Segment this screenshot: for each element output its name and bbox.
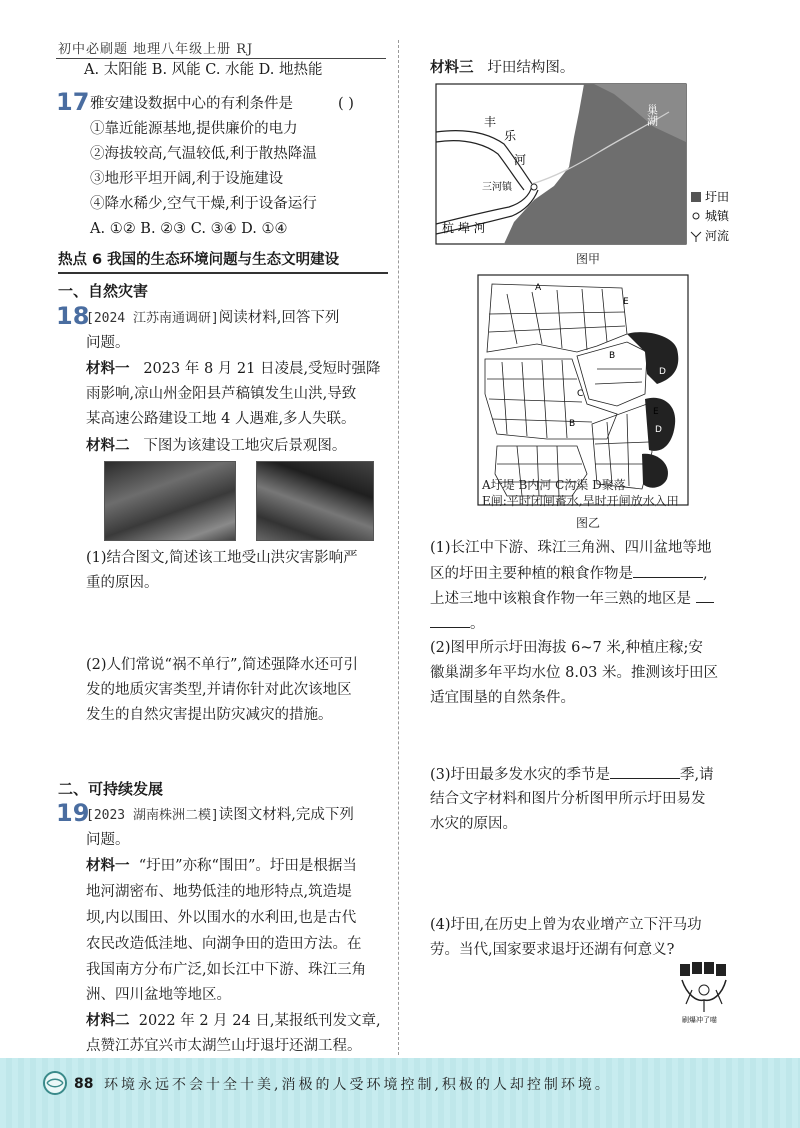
q19-q1-blank-2-tail[interactable] — [430, 613, 470, 628]
q19-material3-label: 材料三 — [430, 60, 474, 76]
disaster-photo-1 — [104, 461, 236, 541]
q19-question1-line2: 区的圩田主要种植的粮食作物是 , — [430, 563, 708, 584]
page-footer — [0, 1058, 800, 1128]
q17-number: 17 — [56, 88, 90, 116]
map-b-caption: 图乙 — [576, 516, 601, 530]
q19-q3-blank[interactable] — [610, 764, 680, 779]
q19-number: 19 — [56, 799, 90, 827]
map-b-label-d1: D — [659, 367, 666, 377]
map-b-label-a: A — [535, 283, 542, 293]
hotspot-title: 热点 6 我国的生态环境问题与生态文明建设 — [58, 252, 340, 268]
q18-question2-line3: 发生的自然灾害提出防灾减灾的措施。 — [86, 707, 333, 723]
q19-material1-line5: 我国南方分布广泛,如长江中下游、珠江三角 — [86, 962, 367, 978]
map-b-label-b2: B — [569, 419, 576, 429]
legend-town-label: 城镇 — [705, 209, 730, 223]
q19-material1-line6: 洲、四川盆地等地区。 — [86, 987, 231, 1003]
q17-item-1: ①靠近能源基地,提供廉价的电力 — [90, 121, 298, 137]
legend-polder-label: 圩田 — [705, 190, 730, 204]
map-a-river-label-2: 乐 — [504, 129, 517, 143]
q19-question2-line3: 适宜围垦的自然条件。 — [430, 690, 575, 706]
q19-q1-blank-2[interactable] — [696, 588, 714, 603]
map-a-river-label-1: 丰 — [484, 115, 497, 129]
map-b-legend-1: A圩堤 B内河 C沟渠 D聚落 — [482, 478, 626, 492]
q19-question2-line1: (2)图甲所示圩田海拔 6~7 米,种植庄稼;安 — [430, 640, 703, 656]
map-a-town-marker — [531, 184, 537, 190]
map-a-lake-label: 巢湖 — [645, 104, 659, 126]
q19-stem-b: 问题。 — [86, 832, 130, 848]
q19-material3: 材料三 圩田结构图。 — [430, 60, 575, 76]
q18-stem-a: 阅读材料,回答下列 — [218, 310, 340, 326]
q19-question1-blank-continuation: 。 — [430, 613, 485, 634]
legend-river-label: 河流 — [705, 229, 730, 243]
map-a-town-label: 三河镇 — [482, 182, 512, 193]
map-b-label-c: C — [577, 389, 584, 399]
q19-question2-line2: 徽巢湖多年平均水位 8.03 米。推测该圩田区 — [430, 665, 719, 681]
q18-material1-line3: 某高速公路建设工地 4 人遇难,多人失联。 — [86, 411, 356, 427]
map-a-caption: 图甲 — [576, 252, 601, 266]
q19-material2-line1: 材料二 2022 年 2 月 24 日,某报纸刊发文章, — [86, 1013, 381, 1029]
map-a-river-label-3: 河 — [514, 153, 527, 167]
q19-question3-line3: 水灾的原因。 — [430, 816, 517, 832]
page-header — [58, 38, 253, 57]
q18-material1-line1: 材料一 2023 年 8 月 21 日凌晨,受短时强降 — [86, 361, 381, 377]
mascot-stamp — [672, 960, 736, 1024]
globe-icon — [42, 1070, 68, 1096]
q19-question1-line3: 上述三地中该粮食作物一年三熟的地区是 — [430, 588, 714, 609]
q19-question1-line1: (1)长江中下游、珠江三角洲、四川盆地等地 — [430, 540, 712, 556]
footer-motto: 环境永远不会十全十美,消极的人受环境控制,积极的人却控制环境。 — [104, 1077, 612, 1093]
q19-line-1 — [86, 805, 354, 826]
q17-answer-paren: ( ) — [338, 96, 354, 112]
q19-question4-line1: (4)圩田,在历史上曾为农业增产立下汗马功 — [430, 917, 702, 933]
q19-material2-label: 材料二 — [86, 1013, 130, 1029]
map-b-legend-2: E闸:平时闭闸蓄水,旱时开闸放水入田 — [482, 494, 679, 508]
q18-stem-b: 问题。 — [86, 335, 130, 351]
q18-material2: 材料二 下图为该建设工地灾后景观图。 — [86, 438, 347, 454]
disaster-photo-2 — [256, 461, 374, 541]
q17-item-3: ③地形平坦开阔,利于设施建设 — [90, 171, 284, 187]
header-rule — [56, 58, 386, 59]
section-sustainable-development: 二、可持续发展 — [58, 780, 164, 798]
legend-river-swatch — [691, 232, 701, 242]
q18-question1-line2: 重的原因。 — [86, 575, 159, 591]
q18-line-1 — [86, 308, 339, 329]
q19-material1-line4: 农民改造低洼地、向湖争田的造田方法。在 — [86, 936, 362, 952]
q17-stem: 雅安建设数据中心的有利条件是 — [90, 96, 293, 112]
q19-material1-line3: 坝,内以围田、外以围水的水利田,也是古代 — [86, 910, 357, 926]
q19-stem-a: 读图文材料,完成下列 — [218, 807, 354, 823]
q17-item-2: ②海拔较高,气温较低,利于散热降温 — [90, 146, 317, 162]
q18-source: [2024 江苏南通调研] — [86, 311, 219, 326]
q18-question2-line1: (2)人们常说“祸不单行”,简述强降水还可引 — [86, 657, 358, 673]
legend-town-swatch — [693, 213, 699, 219]
q19-material1-label: 材料一 — [86, 858, 130, 874]
map-b-label-b1: B — [609, 351, 616, 361]
legend-polder-swatch — [691, 192, 701, 202]
map-b-label-d2: D — [655, 425, 662, 435]
q17-item-4: ④降水稀少,空气干燥,利于设备运行 — [90, 196, 317, 212]
q17-options: A. ①② B. ②③ C. ③④ D. ①④ — [90, 221, 288, 237]
map-a-weitian-structure — [434, 82, 754, 262]
q18-question1-line1: (1)结合图文,简述该工地受山洪灾害影响严 — [86, 550, 358, 566]
q18-question2-line2: 发的地质灾害类型,并请你针对此次该地区 — [86, 682, 352, 698]
q19-question3-line1: (3)圩田最多发水灾的季节是 季,请 — [430, 764, 714, 785]
map-a-river-label-4: 杭 埠 河 — [442, 221, 486, 235]
q19-material1-line2: 地河湖密布、地势低洼的地形特点,筑造堤 — [86, 884, 352, 900]
stamp-text: 刷爆冲了喵 — [682, 1016, 717, 1024]
q18-material1-line2: 雨影响,凉山州金阳县芦稿镇发生山洪,导致 — [86, 386, 357, 402]
column-divider — [398, 40, 399, 1055]
q19-material1-line1: 材料一 “圩田”亦称“围田”。圩田是根据当 — [86, 858, 357, 874]
header-text: 初中必刷题 地理八年级上册 RJ — [58, 42, 254, 57]
hotspot-rule — [58, 272, 388, 274]
section-natural-disasters: 一、自然灾害 — [58, 282, 149, 300]
q19-q1-blank-1[interactable] — [633, 563, 703, 578]
q19-question4-line2: 劳。当代,国家要求退圩还湖有何意义? — [430, 942, 675, 958]
map-b-label-e2: E — [653, 407, 659, 417]
q19-question3-line2: 结合文字材料和图片分析图甲所示圩田易发 — [430, 791, 706, 807]
page-number: 88 — [74, 1076, 94, 1092]
q19-source: [2023 湖南株洲二模] — [86, 808, 219, 823]
q18-number: 18 — [56, 302, 90, 330]
map-b-label-e1: E — [623, 297, 629, 307]
q19-material2-line2: 点赞江苏宜兴市太湖竺山圩退圩还湖工程。 — [86, 1038, 362, 1054]
q18-material1-label: 材料一 — [86, 361, 130, 377]
q16-options: A. 太阳能 B. 风能 C. 水能 D. 地热能 — [84, 62, 323, 78]
q18-material2-label: 材料二 — [86, 438, 130, 454]
